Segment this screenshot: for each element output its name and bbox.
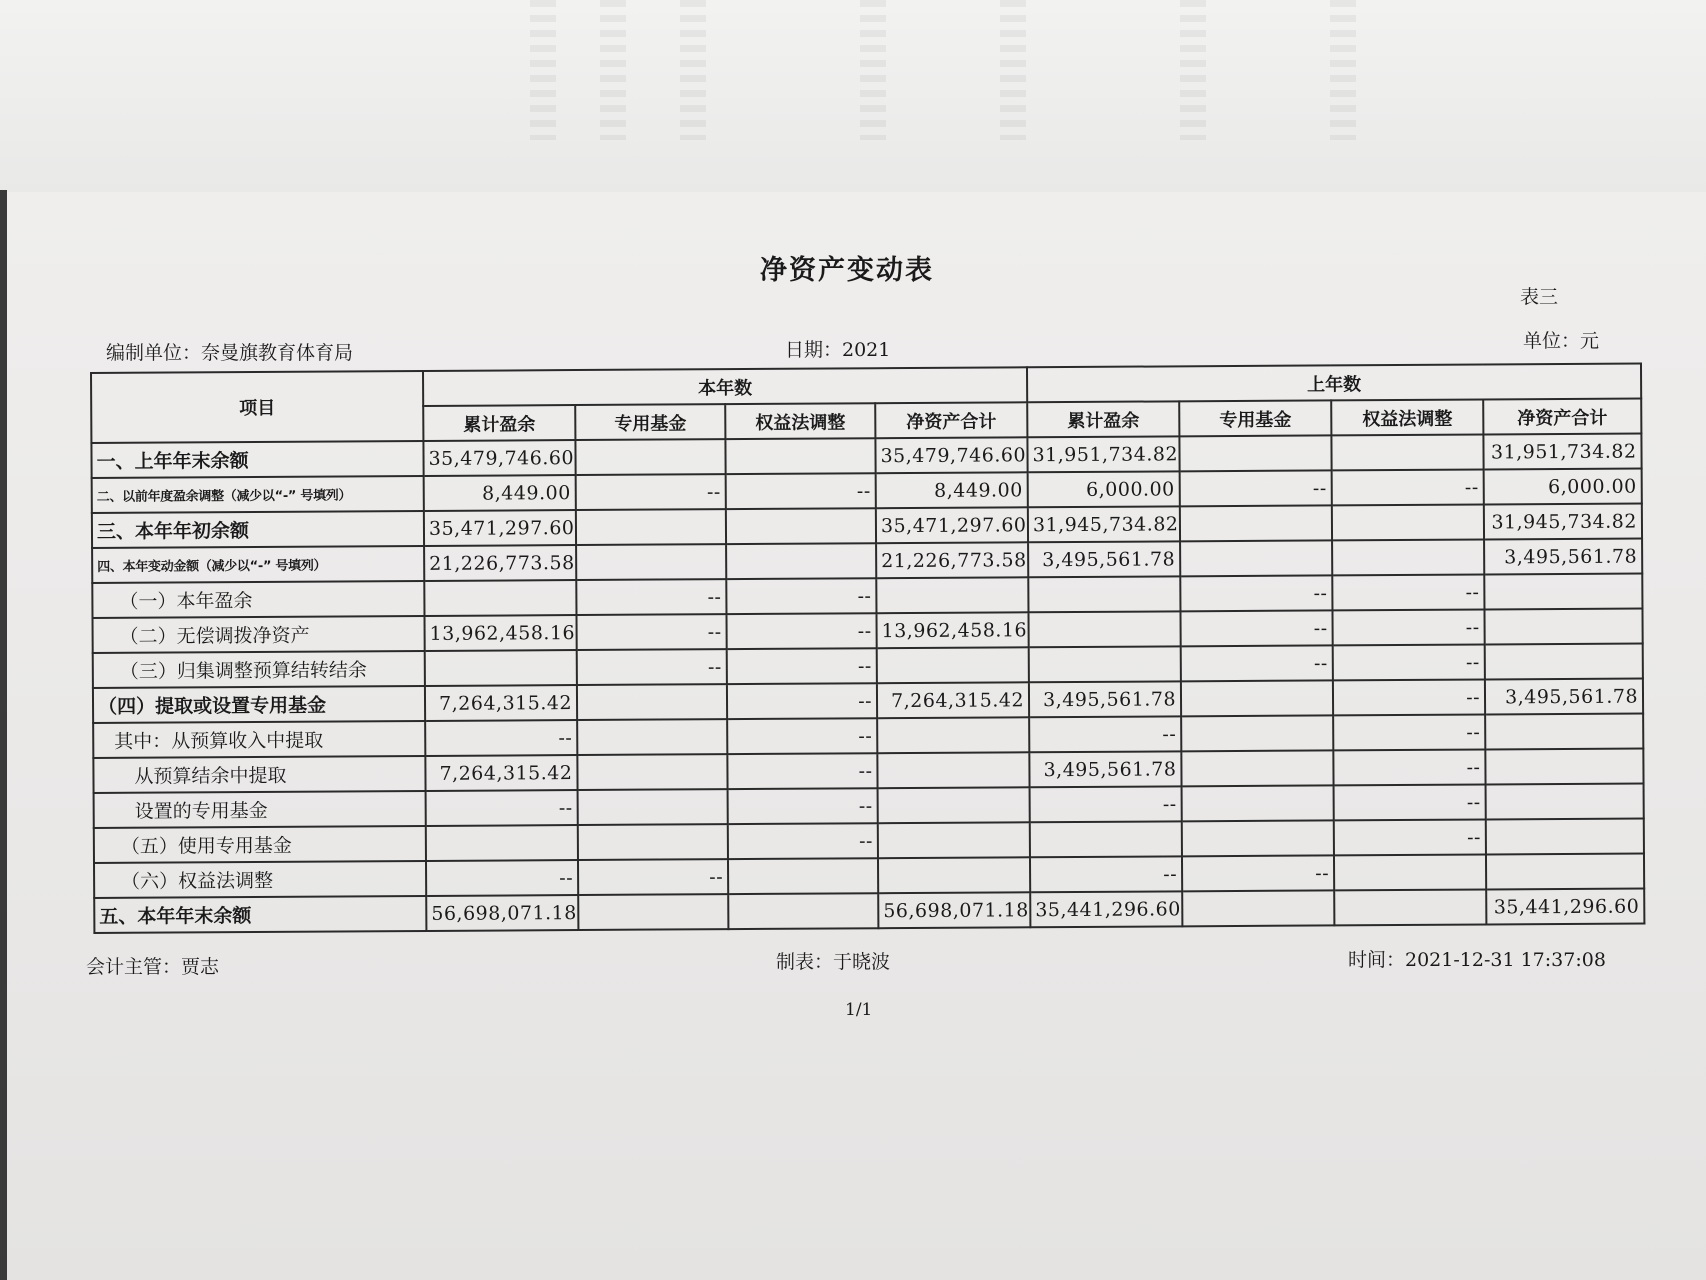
amount-cell bbox=[877, 647, 1029, 683]
amount-cell bbox=[1182, 785, 1334, 821]
amount-cell bbox=[1484, 609, 1642, 645]
amount-cell: -- bbox=[576, 579, 726, 615]
row-label: （三）归集调整预算结转结余 bbox=[93, 651, 425, 688]
amount-cell: 3,495,561.78 bbox=[1028, 541, 1180, 577]
amount-cell: 31,945,734.82 bbox=[1028, 506, 1180, 542]
amount-cell: 21,226,773.58 bbox=[424, 545, 576, 581]
amount-cell: -- bbox=[1029, 716, 1181, 752]
amount-cell bbox=[1486, 784, 1644, 820]
amount-cell: 35,441,296.60 bbox=[1030, 891, 1182, 927]
amount-cell: -- bbox=[728, 823, 878, 859]
amount-cell bbox=[1332, 539, 1484, 575]
table-preparer: 制表：于晓波 bbox=[776, 951, 891, 973]
amount-cell: -- bbox=[726, 613, 876, 649]
amount-cell bbox=[577, 719, 727, 755]
amount-cell bbox=[1181, 680, 1333, 716]
amount-cell bbox=[1180, 505, 1332, 541]
amount-cell: 6,000.00 bbox=[1484, 469, 1642, 505]
amount-cell bbox=[577, 684, 727, 720]
amount-cell: 31,951,734.82 bbox=[1483, 434, 1641, 470]
amount-cell bbox=[1484, 574, 1642, 610]
amount-cell bbox=[1181, 715, 1333, 751]
row-label: 设置的专用基金 bbox=[94, 791, 426, 828]
amount-cell bbox=[576, 544, 726, 580]
amount-cell bbox=[424, 580, 576, 616]
row-label: （五）使用专用基金 bbox=[94, 826, 426, 863]
amount-cell bbox=[1331, 434, 1483, 470]
amount-cell: -- bbox=[1333, 679, 1485, 715]
document-title: 净资产变动表 bbox=[760, 255, 934, 286]
amount-cell bbox=[578, 789, 728, 825]
amount-cell bbox=[425, 650, 577, 686]
amount-cell bbox=[1029, 646, 1181, 682]
amount-cell: 8,449.00 bbox=[876, 472, 1028, 508]
table-number: 表三 bbox=[1520, 286, 1559, 308]
amount-cell bbox=[878, 857, 1030, 893]
amount-cell: -- bbox=[727, 648, 877, 684]
ghost-text-column bbox=[1000, 0, 1026, 140]
amount-cell bbox=[1486, 819, 1644, 855]
amount-cell bbox=[1028, 611, 1180, 647]
row-label: （六）权益法调整 bbox=[94, 861, 426, 898]
amount-cell: -- bbox=[727, 753, 877, 789]
preparing-organization: 编制单位：奈曼旗教育体育局 bbox=[106, 342, 354, 364]
amount-cell: 56,698,071.18 bbox=[426, 895, 578, 931]
column-header: 净资产合计 bbox=[1483, 399, 1641, 435]
row-label: 从预算结余中提取 bbox=[93, 756, 425, 793]
amount-cell: -- bbox=[1332, 469, 1484, 505]
amount-cell bbox=[1485, 714, 1643, 750]
table-body bbox=[91, 434, 1644, 933]
row-label: （四）提取或设置专用基金 bbox=[93, 686, 425, 723]
amount-cell: -- bbox=[726, 473, 876, 509]
row-label: 一、上年年末余额 bbox=[91, 441, 423, 478]
column-header: 专用基金 bbox=[575, 404, 725, 440]
amount-cell: -- bbox=[1333, 714, 1485, 750]
amount-cell: 35,441,296.60 bbox=[1486, 889, 1644, 925]
amount-cell bbox=[575, 439, 725, 475]
amount-cell: -- bbox=[1334, 819, 1486, 855]
amount-cell bbox=[1030, 821, 1182, 857]
amount-cell: -- bbox=[1334, 784, 1486, 820]
ghost-text-column bbox=[1180, 0, 1206, 140]
amount-cell bbox=[1179, 435, 1331, 471]
amount-cell: 35,471,297.60 bbox=[424, 510, 576, 546]
column-header: 净资产合计 bbox=[875, 402, 1027, 438]
amount-cell: -- bbox=[727, 683, 877, 719]
amount-cell bbox=[1182, 890, 1334, 926]
amount-cell bbox=[1181, 750, 1333, 786]
amount-cell: -- bbox=[1180, 470, 1332, 506]
ghost-text-column bbox=[530, 0, 556, 140]
amount-cell bbox=[1334, 889, 1486, 925]
net-assets-change-table bbox=[90, 363, 1645, 934]
prior-year-group-header: 上年数 bbox=[1027, 364, 1641, 403]
amount-cell bbox=[1332, 504, 1484, 540]
amount-cell bbox=[1028, 576, 1180, 612]
amount-cell: 21,226,773.58 bbox=[876, 542, 1028, 578]
amount-cell: -- bbox=[1332, 609, 1484, 645]
row-label: 三、本年年初余额 bbox=[92, 511, 424, 548]
page-number: 1/1 bbox=[845, 1000, 873, 1020]
amount-cell: 35,479,746.60 bbox=[423, 440, 575, 476]
column-header: 累计盈余 bbox=[423, 405, 575, 441]
amount-cell: 31,951,734.82 bbox=[1027, 436, 1179, 472]
amount-cell: -- bbox=[576, 614, 726, 650]
column-header: 专用基金 bbox=[1179, 400, 1331, 436]
amount-cell bbox=[878, 822, 1030, 858]
background-sheet bbox=[0, 0, 1706, 194]
row-label: 四、本年变动金额（减少以“-” 号填列） bbox=[92, 546, 424, 583]
current-year-group-header: 本年数 bbox=[423, 367, 1027, 406]
accounting-supervisor: 会计主管：贾志 bbox=[86, 956, 220, 978]
amount-cell bbox=[1334, 854, 1486, 890]
amount-cell bbox=[1486, 854, 1644, 890]
ghost-text-column bbox=[1330, 0, 1356, 140]
amount-cell: 8,449.00 bbox=[424, 475, 576, 511]
amount-cell: 56,698,071.18 bbox=[878, 892, 1030, 928]
amount-cell bbox=[578, 894, 728, 930]
amount-cell bbox=[728, 858, 878, 894]
amount-cell: -- bbox=[578, 859, 728, 895]
amount-cell: -- bbox=[426, 790, 578, 826]
amount-cell: -- bbox=[1030, 856, 1182, 892]
amount-cell: -- bbox=[1333, 644, 1485, 680]
amount-cell: 35,479,746.60 bbox=[875, 437, 1027, 473]
amount-cell bbox=[726, 543, 876, 579]
amount-cell: -- bbox=[1181, 645, 1333, 681]
column-header: 权益法调整 bbox=[725, 403, 875, 439]
row-label: 其中：从预算收入中提取 bbox=[93, 721, 425, 758]
report-date: 日期：2021 bbox=[785, 339, 891, 361]
amount-cell: 7,264,315.42 bbox=[425, 685, 577, 721]
amount-cell: 13,962,458.16 bbox=[424, 615, 576, 651]
amount-cell bbox=[578, 824, 728, 860]
row-label: 五、本年年末余额 bbox=[94, 896, 426, 933]
amount-cell: 3,495,561.78 bbox=[1485, 679, 1643, 715]
amount-cell: 3,495,561.78 bbox=[1029, 681, 1181, 717]
amount-cell bbox=[726, 508, 876, 544]
amount-cell: 35,471,297.60 bbox=[876, 507, 1028, 543]
amount-cell bbox=[728, 893, 878, 929]
amount-cell: -- bbox=[726, 578, 876, 614]
amount-cell bbox=[725, 438, 875, 474]
amount-cell: 3,495,561.78 bbox=[1484, 539, 1642, 575]
amount-cell bbox=[876, 577, 1028, 613]
amount-cell bbox=[877, 752, 1029, 788]
row-label: （一）本年盈余 bbox=[92, 581, 424, 618]
amount-cell: -- bbox=[1182, 855, 1334, 891]
row-label: 二、以前年度盈余调整（减少以“-” 号填列） bbox=[92, 476, 424, 513]
amount-cell: 7,264,315.42 bbox=[425, 755, 577, 791]
amount-cell: -- bbox=[576, 474, 726, 510]
amount-cell bbox=[1485, 644, 1643, 680]
column-header: 累计盈余 bbox=[1027, 401, 1179, 437]
amount-cell: -- bbox=[425, 720, 577, 756]
amount-cell bbox=[1182, 820, 1334, 856]
amount-cell bbox=[878, 787, 1030, 823]
page-edge-shadow bbox=[0, 190, 7, 1280]
amount-cell: 7,264,315.42 bbox=[877, 682, 1029, 718]
amount-cell: 13,962,458.16 bbox=[876, 612, 1028, 648]
amount-cell: -- bbox=[1333, 749, 1485, 785]
amount-cell: 31,945,734.82 bbox=[1484, 504, 1642, 540]
amount-cell: -- bbox=[1332, 574, 1484, 610]
print-timestamp: 时间：2021-12-31 17:37:08 bbox=[1348, 949, 1606, 971]
amount-cell: 3,495,561.78 bbox=[1029, 751, 1181, 787]
amount-cell: -- bbox=[577, 649, 727, 685]
amount-cell: -- bbox=[1180, 575, 1332, 611]
amount-cell: -- bbox=[727, 718, 877, 754]
currency-unit: 单位：元 bbox=[1523, 330, 1600, 352]
ghost-text-column bbox=[600, 0, 626, 140]
amount-cell bbox=[1485, 749, 1643, 785]
item-column-header: 项目 bbox=[91, 371, 423, 443]
amount-cell: -- bbox=[1030, 786, 1182, 822]
ghost-text-column bbox=[860, 0, 886, 140]
amount-cell: -- bbox=[728, 788, 878, 824]
column-header: 权益法调整 bbox=[1331, 399, 1483, 435]
row-label: （二）无偿调拨净资产 bbox=[93, 616, 425, 653]
amount-cell bbox=[426, 825, 578, 861]
ghost-text-column bbox=[680, 0, 706, 140]
amount-cell bbox=[877, 717, 1029, 753]
amount-cell bbox=[1180, 540, 1332, 576]
amount-cell bbox=[577, 754, 727, 790]
amount-cell: -- bbox=[426, 860, 578, 896]
amount-cell: -- bbox=[1180, 610, 1332, 646]
amount-cell: 6,000.00 bbox=[1028, 471, 1180, 507]
amount-cell bbox=[576, 509, 726, 545]
